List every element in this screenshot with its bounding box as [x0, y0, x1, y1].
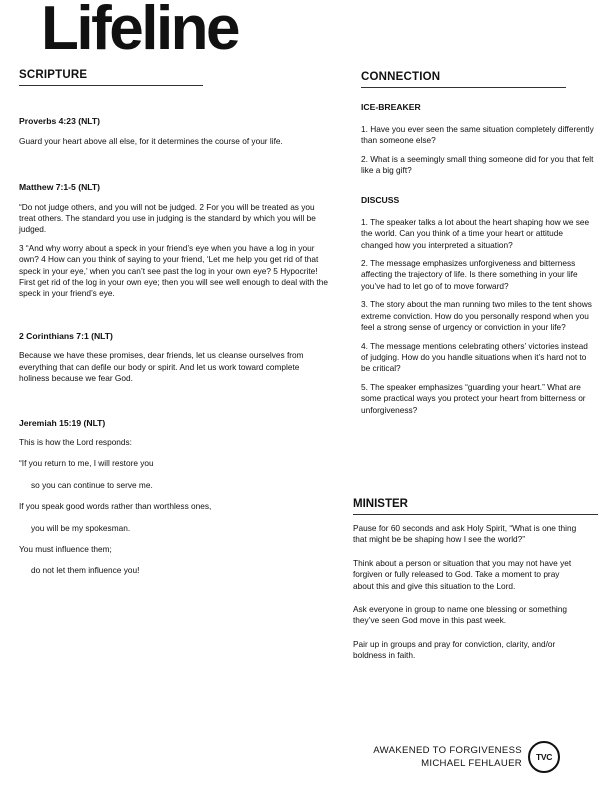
minister-item: Pause for 60 seconds and ask Holy Spirit, “What is one thing that might be be shaping how I see the world?” [353, 523, 577, 545]
connection-column [361, 72, 597, 423]
jeremiah-reference: Jeremiah 15:19 (NLT) [19, 417, 106, 428]
minister-item: Pair up in groups and pray for conviction, clarity, and/or boldness in faith. [353, 638, 556, 661]
icebreaker-question: 2. What is a seemingly small thing someone did for you that felt like a big gift? [361, 153, 594, 176]
minister-item: Think about a person or situation that you may not have yet forgiven or fully released to God. Take a moment to pray about this and give this situation to the Lord. [353, 557, 572, 591]
matthew-paragraph-1: “Do not judge others, and you will not be judged. 2 For you will be treated as you treat others. The standard you use in judging is the standard by which you will be judged. [19, 201, 316, 235]
jeremiah-line: so you can continue to serve me. [31, 479, 153, 490]
corinthians-reference: 2 Corinthians 7:1 (NLT) [19, 330, 113, 341]
discuss-question: 3. The story about the man running two miles to the tent shows extreme conviction. How do you personally respond when you feel a strong sense of urgency or conviction in your life? [361, 299, 592, 333]
connection-heading: CONNECTION [361, 72, 566, 88]
jeremiah-line: you will be my spokesman. [31, 522, 131, 533]
discuss-question: 4. The message mentions celebrating others’ victories instead of judging. How do you handle situations when it’s hard not to be critical? [361, 340, 588, 374]
minister-item: Ask everyone in group to name one blessing or something they’ve seen God move in this past week. [353, 604, 568, 626]
jeremiah-line: If you speak good words rather than worthless ones, [19, 501, 212, 512]
scripture-heading: SCRIPTURE [19, 70, 203, 86]
proverbs-text: Guard your heart above all else, for it determines the course of your life. [19, 135, 283, 146]
speaker-name: MICHAEL FEHLAUER [421, 758, 522, 769]
discuss-heading: DISCUSS [361, 195, 400, 206]
corinthians-text: Because we have these promises, dear friends, let us cleanse ourselves from everything that can defile our body or spirit. And let us work toward complete holiness because we fear God. [19, 350, 304, 384]
sermon-title: AWAKENED TO FORGIVENESS [373, 745, 522, 756]
discuss-question: 1. The speaker talks a lot about the heart shaping how we see the world. Can you think of a time your heart or attitude changed how you interpreted a situation? [361, 216, 590, 250]
minister-section [353, 523, 581, 674]
matthew-reference: Matthew 7:1-5 (NLT) [19, 182, 101, 193]
discuss-question: 2. The message emphasizes unforgiveness and bitterness affecting the trajectory of life. Is there something in your life you’ve had to let go of to move forward? [361, 258, 578, 291]
page-title: Lifeline [41, 0, 239, 63]
matthew-paragraph-2: 3 “And why worry about a speck in your friend’s eye when you have a log in your own? 4 How can you think of saying to your friend, ‘Let me help you get rid of that speck in your eye,’ when you can’t see past the log in your own eye? 5 Hypocrite! First get rid of the log in your own eye; then you will see well enough to deal with the speck in your friend’s eye. [19, 242, 329, 299]
icebreaker-heading: ICE-BREAKER [361, 102, 421, 113]
discuss-question: 5. The speaker emphasizes “guarding your heart.” What are some practical ways you protect your heart from bitterness or unforgiveness? [361, 381, 586, 415]
jeremiah-line: This is how the Lord responds: [19, 436, 132, 447]
jeremiah-line: do not let them influence you! [31, 565, 140, 576]
jeremiah-line: “If you return to me, I will restore you [19, 458, 154, 469]
icebreaker-question: 1. Have you ever seen the same situation completely differently than someone else? [361, 123, 594, 146]
minister-heading: MINISTER [353, 498, 598, 515]
scripture-column [19, 70, 329, 587]
jeremiah-line: You must influence them; [19, 543, 112, 554]
tvc-logo: TVC [528, 741, 560, 773]
proverbs-reference: Proverbs 4:23 (NLT) [19, 116, 101, 127]
sermon-info [373, 744, 522, 770]
